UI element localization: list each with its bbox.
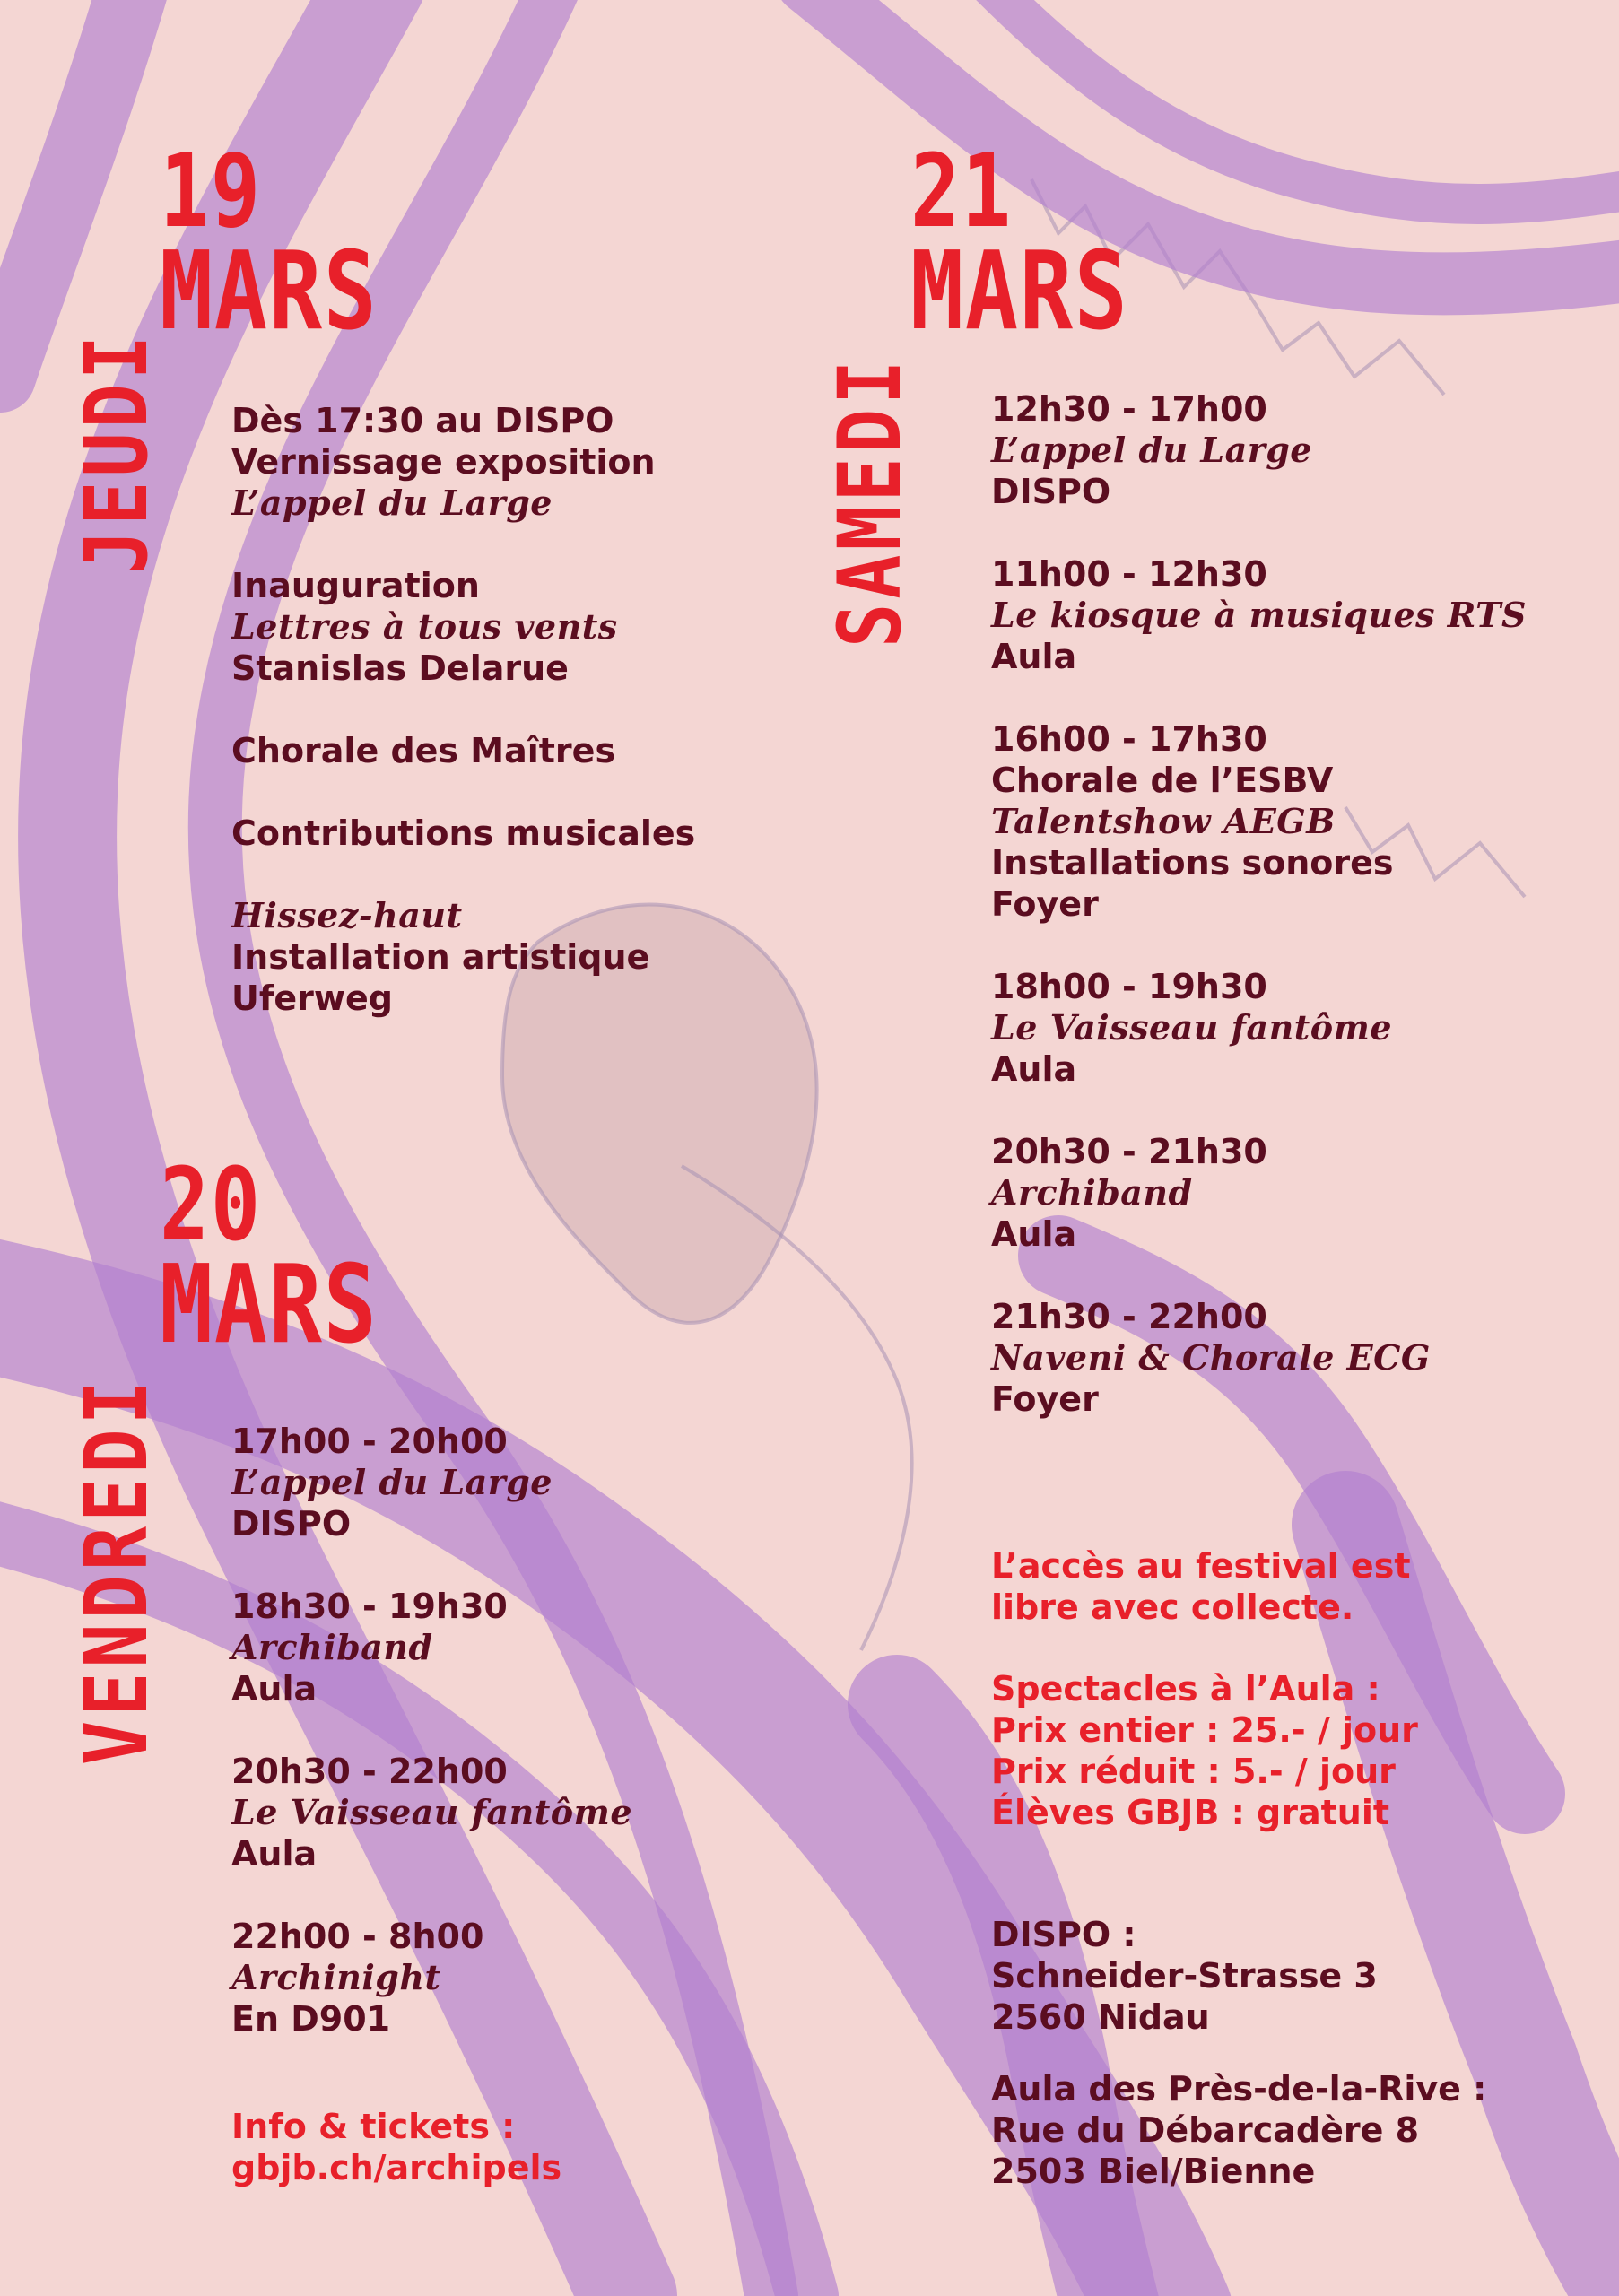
event-detail: 17h00 - 20h00 [231, 1422, 508, 1461]
event-detail: Foyer [991, 1379, 1099, 1419]
access-line: L’accès au festival est [991, 1546, 1411, 1586]
event-title: Le Vaisseau fantôme [231, 1792, 633, 1832]
event-item [231, 813, 695, 854]
day-name: SAMEDI [820, 355, 920, 648]
event-item [231, 400, 695, 524]
event-detail: Contributions musicales [231, 813, 696, 853]
address-line: 2560 Nidau [991, 1997, 1210, 2037]
event-detail: Chorale de l’ESBV [991, 761, 1334, 800]
event-title: Le Vaisseau fantôme [991, 1007, 1393, 1048]
date-number: 21 [910, 134, 1013, 250]
address-line: Schneider-Strasse 3 [991, 1956, 1378, 1996]
event-detail: En D901 [231, 1999, 391, 2039]
address-line: Rue du Débarcadère 8 [991, 2110, 1420, 2150]
address-line: DISPO : [991, 1915, 1136, 1954]
event-detail: DISPO [231, 1504, 352, 1544]
price-line: Prix entier : 25.- / jour [991, 1710, 1418, 1750]
event-title: Le kiosque à musiques RTS [991, 595, 1527, 635]
event-detail: Installation artistique [231, 937, 650, 977]
event-detail: Aula [991, 1049, 1077, 1089]
event-item [231, 895, 695, 1019]
date-month: MARS [160, 1243, 379, 1368]
event-item [231, 1586, 632, 1709]
event-detail: 20h30 - 21h30 [991, 1132, 1267, 1171]
event-item [231, 730, 695, 771]
event-title: Naveni & Chorale ECG [991, 1337, 1431, 1378]
event-detail: Aula [231, 1669, 318, 1709]
event-detail: Uferweg [231, 978, 393, 1018]
event-detail: Aula [991, 1214, 1077, 1254]
event-detail: Chorale des Maîtres [231, 731, 616, 770]
address-line: Aula des Près-de-la-Rive : [991, 2069, 1487, 2109]
event-detail: Installations sonores [991, 843, 1394, 883]
event-item [231, 1916, 632, 2039]
event-item [991, 1131, 1527, 1255]
event-detail: 16h00 - 17h30 [991, 719, 1267, 759]
event-detail: 12h30 - 17h00 [991, 389, 1267, 429]
event-detail: 22h00 - 8h00 [231, 1917, 484, 1956]
event-detail: Aula [991, 637, 1077, 676]
event-title: Hissez-haut [231, 895, 463, 935]
event-detail: Inauguration [231, 566, 480, 605]
event-item [991, 553, 1527, 677]
event-detail: Stanislas Delarue [231, 648, 569, 688]
event-item [231, 565, 695, 689]
day-name: VENDREDI [66, 1376, 167, 1765]
event-detail: Dès 17:30 au DISPO [231, 401, 614, 440]
event-list [231, 1421, 632, 2081]
event-detail: 11h00 - 12h30 [991, 554, 1267, 594]
dispo-address [991, 1914, 1378, 2038]
event-detail: 21h30 - 22h00 [991, 1297, 1267, 1336]
date-month: MARS [910, 230, 1129, 354]
event-item [991, 718, 1527, 925]
date-number: 20 [160, 1147, 262, 1264]
event-list [231, 400, 695, 1060]
day-name: JEUDI [66, 330, 167, 574]
event-detail: 18h00 - 19h30 [991, 967, 1267, 1006]
event-item [231, 1421, 632, 1544]
event-item [991, 966, 1527, 1090]
event-item [991, 1296, 1527, 1420]
price-line: Prix réduit : 5.- / jour [991, 1752, 1396, 1791]
access-line: libre avec collecte. [991, 1587, 1354, 1627]
event-detail: DISPO [991, 472, 1111, 511]
event-detail: Foyer [991, 884, 1099, 924]
event-title: Archiband [231, 1627, 433, 1667]
event-title: Archinight [231, 1957, 441, 1997]
price-info [991, 1668, 1418, 1833]
event-title: Lettres à tous vents [231, 606, 618, 647]
info-tickets [231, 2106, 561, 2188]
event-title: L’appel du Large [991, 430, 1312, 470]
event-detail: 18h30 - 19h30 [231, 1587, 508, 1626]
event-detail: Vernissage exposition [231, 442, 656, 482]
info-label: Info & tickets : [231, 2107, 516, 2146]
event-title: Talentshow AEGB [991, 801, 1336, 841]
access-info [991, 1545, 1411, 1628]
event-title: L’appel du Large [231, 483, 553, 523]
event-item [991, 388, 1527, 512]
price-line: Élèves GBJB : gratuit [991, 1793, 1390, 1832]
event-detail: 20h30 - 22h00 [231, 1752, 508, 1791]
event-list [991, 388, 1527, 1461]
date-number: 19 [160, 134, 262, 250]
price-line: Spectacles à l’Aula : [991, 1669, 1380, 1709]
date-month: MARS [160, 230, 379, 354]
event-title: Archiband [991, 1172, 1193, 1213]
info-link[interactable]: gbjb.ch/archipels [231, 2148, 562, 2187]
event-item [231, 1751, 632, 1874]
event-detail: Aula [231, 1834, 318, 1874]
aula-address [991, 2068, 1486, 2192]
address-line: 2503 Biel/Bienne [991, 2152, 1316, 2191]
event-title: L’appel du Large [231, 1462, 553, 1502]
